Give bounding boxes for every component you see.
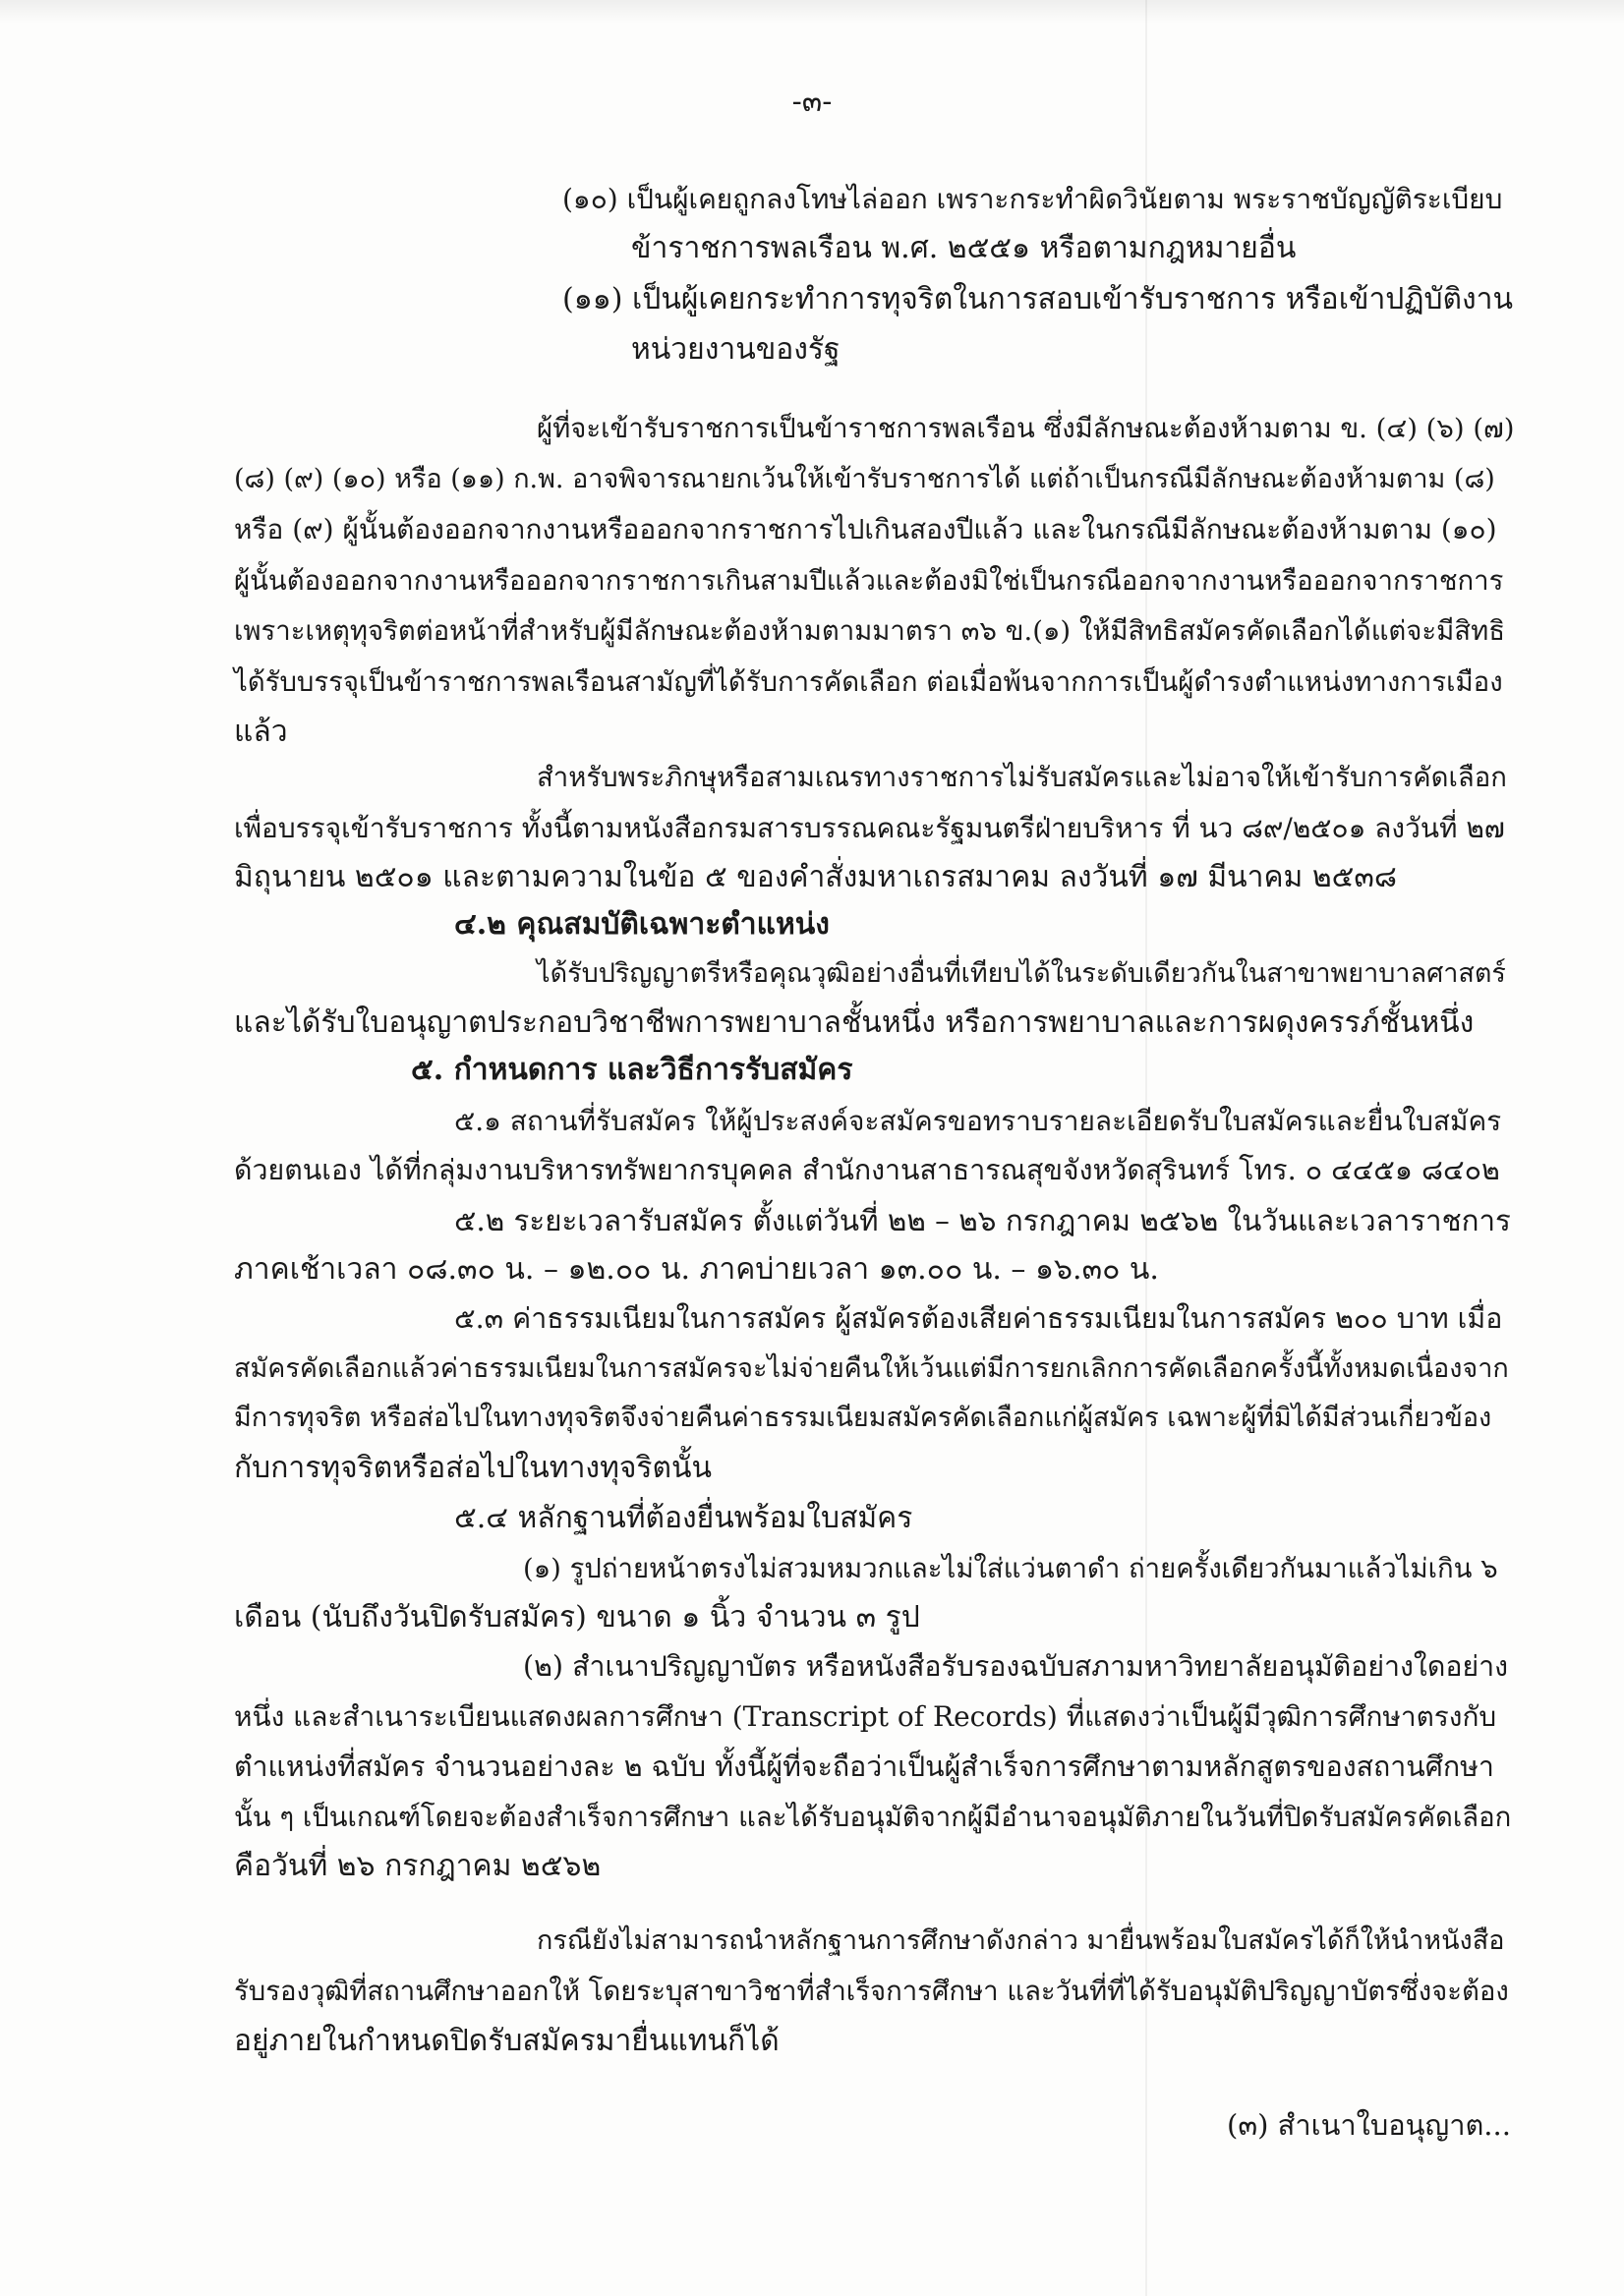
text-line: ผู้นั้นต้องออกจากงานหรือออกจากราชการเกินสามปีแล้วและต้องมิใช่เป็นกรณีออกจากงานหรือออกจากราชการ — [234, 565, 1504, 597]
text-line: (๘) (๙) (๑๐) หรือ (๑๑) ก.พ. อาจพิจารณายกเว้นให้เข้ารับราชการได้ แต่ถ้าเป็นกรณีมีลักษณะต้องห้ามตาม (๘) — [234, 464, 1495, 494]
text-line: รับรองวุฒิที่สถานศึกษาออกให้ โดยระบุสาขาวิชาที่สำเร็จการศึกษา และวันที่ที่ได้รับอนุมัติปริญญาบัตรซึ่งจะต้อง — [234, 1976, 1509, 2007]
section-heading-5: ๕. กำหนดการ และวิธีการรับสมัคร — [411, 1053, 853, 1087]
text-line: ด้วยตนเอง ได้ที่กลุ่มงานบริหารทรัพยากรบุคคล สำนักงานสาธารณสุขจังหวัดสุรินทร์ โทร. ๐ ๔๔๕๑ ๘๔๐๒ — [234, 1154, 1500, 1186]
text-line: มีการทุจริต หรือส่อไปในทางทุจริตจึงจ่ายคืนค่าธรรมเนียมสมัครคัดเลือกแก่ผู้สมัคร เฉพาะผู้ที่มิได้มีส่วนเกี่ยวข้อง — [234, 1403, 1492, 1433]
text-line: (๒) สำเนาปริญญาบัตร หรือหนังสือรับรองฉบับสภามหาวิทยาลัยอนุมัติอย่างใดอย่าง — [523, 1650, 1509, 1683]
text-line: ๕.๒ ระยะเวลารับสมัคร ตั้งแต่วันที่ ๒๒ – ๒๖ กรกฎาคม ๒๕๖๒ ในวันและเวลาราชการ — [454, 1204, 1511, 1237]
text-line: เพื่อบรรจุเข้ารับราชการ ทั้งนี้ตามหนังสือกรมสารบรรณคณะรัฐมนตรีฝ่ายบริหาร ที่ นว ๘๙/๒๕๐๑ ลงวันที่ ๒๗ — [234, 812, 1505, 844]
text-line: กรณียังไม่สามารถนำหลักฐานการศึกษาดังกล่าว มายื่นพร้อมใบสมัครได้ก็ให้นำหนังสือ — [537, 1925, 1505, 1956]
section-heading-4-2: ๔.๒ คุณสมบัติเฉพาะตำแหน่ง — [454, 907, 830, 942]
text-line: หรือ (๙) ผู้นั้นต้องออกจากงานหรือออกจากราชการไปเกินสองปีแล้ว และในกรณีมีลักษณะต้องห้ามตาม (๑๐) — [234, 513, 1497, 545]
text-line: (๑๑) เป็นผู้เคยกระทำการทุจริตในการสอบเข้ารับราชการ หรือเข้าปฏิบัติงาน — [562, 282, 1514, 316]
text-line: ภาคเช้าเวลา ๐๘.๓๐ น. – ๑๒.๐๐ น. ภาคบ่ายเวลา ๑๓.๐๐ น. – ๑๖.๓๐ น. — [234, 1252, 1159, 1287]
page-number: -๓- — [791, 85, 833, 119]
text-line: แล้ว — [234, 715, 288, 749]
text-line: นั้น ๆ เป็นเกณฑ์โดยจะต้องสำเร็จการศึกษา และได้รับอนุมัติจากผู้มีอำนาจอนุมัติภายในวันที่ปิดรับสมัครคัดเลือก — [234, 1802, 1512, 1833]
text-line: (๑๐) เป็นผู้เคยถูกลงโทษไล่ออก เพราะกระทำผิดวินัยตาม พระราชบัญญัติระเบียบ — [562, 183, 1503, 215]
text-line: คือวันที่ ๒๖ กรกฎาคม ๒๕๖๒ — [234, 1849, 602, 1883]
text-line: ได้รับบรรจุเป็นข้าราชการพลเรือนสามัญที่ได้รับการคัดเลือก ต่อเมื่อพ้นจากการเป็นผู้ดำรงตำแหน่งทางการเมือง — [234, 666, 1503, 698]
text-line: ข้าราชการพลเรือน พ.ศ. ๒๕๕๑ หรือตามกฎหมายอื่น — [631, 231, 1297, 265]
text-line: สำหรับพระภิกษุหรือสามเณรทางราชการไม่รับสมัครและไม่อาจให้เข้ารับการคัดเลือก — [537, 762, 1507, 793]
text-line: ๕.๓ ค่าธรรมเนียมในการสมัคร ผู้สมัครต้องเสียค่าธรรมเนียมในการสมัคร ๒๐๐ บาท เมื่อ — [454, 1302, 1503, 1335]
text-line: เดือน (นับถึงวันปิดรับสมัคร) ขนาด ๑ นิ้ว จำนวน ๓ รูป — [234, 1600, 920, 1635]
text-line: อยู่ภายในกำหนดปิดรับสมัครมายื่นแทนก็ได้ — [234, 2024, 780, 2058]
text-line: ผู้ที่จะเข้ารับราชการเป็นข้าราชการพลเรือน ซึ่งมีลักษณะต้องห้ามตาม ข. (๔) (๖) (๗) — [537, 413, 1515, 444]
text-line: มิถุนายน ๒๕๐๑ และตามความในข้อ ๕ ของคำสั่งมหาเถรสมาคม ลงวันที่ ๑๗ มีนาคม ๒๕๓๘ — [234, 860, 1397, 894]
text-line: หนึ่ง และสำเนาระเบียนแสดงผลการศึกษา (Transcript of Records) ที่แสดงว่าเป็นผู้มีวุฒิการศึกษาตรงกับ — [234, 1700, 1497, 1733]
text-line: ตำแหน่งที่สมัคร จำนวนอย่างละ ๒ ฉบับ ทั้งนี้ผู้ที่จะถือว่าเป็นผู้สำเร็จการศึกษาตามหลักสูตรของสถานศึกษา — [234, 1751, 1494, 1783]
scan-shadow — [0, 0, 1624, 24]
text-line: ๕.๑ สถานที่รับสมัคร ให้ผู้ประสงค์จะสมัครขอทราบรายละเอียดรับใบสมัครและยื่นใบสมัคร — [454, 1105, 1502, 1137]
text-line: หน่วยงานของรัฐ — [631, 332, 841, 367]
text-line: (๑) รูปถ่ายหน้าตรงไม่สวมหมวกและไม่ใส่แว่นตาดำ ถ่ายครั้งเดียวกันมาแล้วไม่เกิน ๖ — [523, 1553, 1498, 1584]
text-line: และได้รับใบอนุญาตประกอบวิชาชีพการพยาบาลชั้นหนึ่ง หรือการพยาบาลและการผดุงครรภ์ชั้นหนึ่ง — [234, 1005, 1475, 1040]
text-line: สมัครคัดเลือกแล้วค่าธรรมเนียมในการสมัครจะไม่จ่ายคืนให้เว้นแต่มีการยกเลิกการคัดเลือกครั้งนี้ทั้งหมดเนื่องจาก — [234, 1353, 1509, 1384]
text-line: ได้รับปริญญาตรีหรือคุณวุฒิอย่างอื่นที่เทียบได้ในระดับเดียวกันในสาขาพยาบาลศาสตร์ — [537, 958, 1506, 989]
continuation-note: (๓) สำเนาใบอนุญาต... — [1227, 2108, 1511, 2142]
text-line: กับการทุจริตหรือส่อไปในทางทุจริตนั้น — [234, 1451, 713, 1485]
text-line: ๕.๔ หลักฐานที่ต้องยื่นพร้อมใบสมัคร — [454, 1501, 913, 1535]
text-line: เพราะเหตุทุจริตต่อหน้าที่สำหรับผู้มีลักษณะต้องห้ามตามมาตรา ๓๖ ข.(๑) ให้มีสิทธิสมัครคัดเลือกได้แต่จะมีสิทธิ — [234, 615, 1505, 647]
